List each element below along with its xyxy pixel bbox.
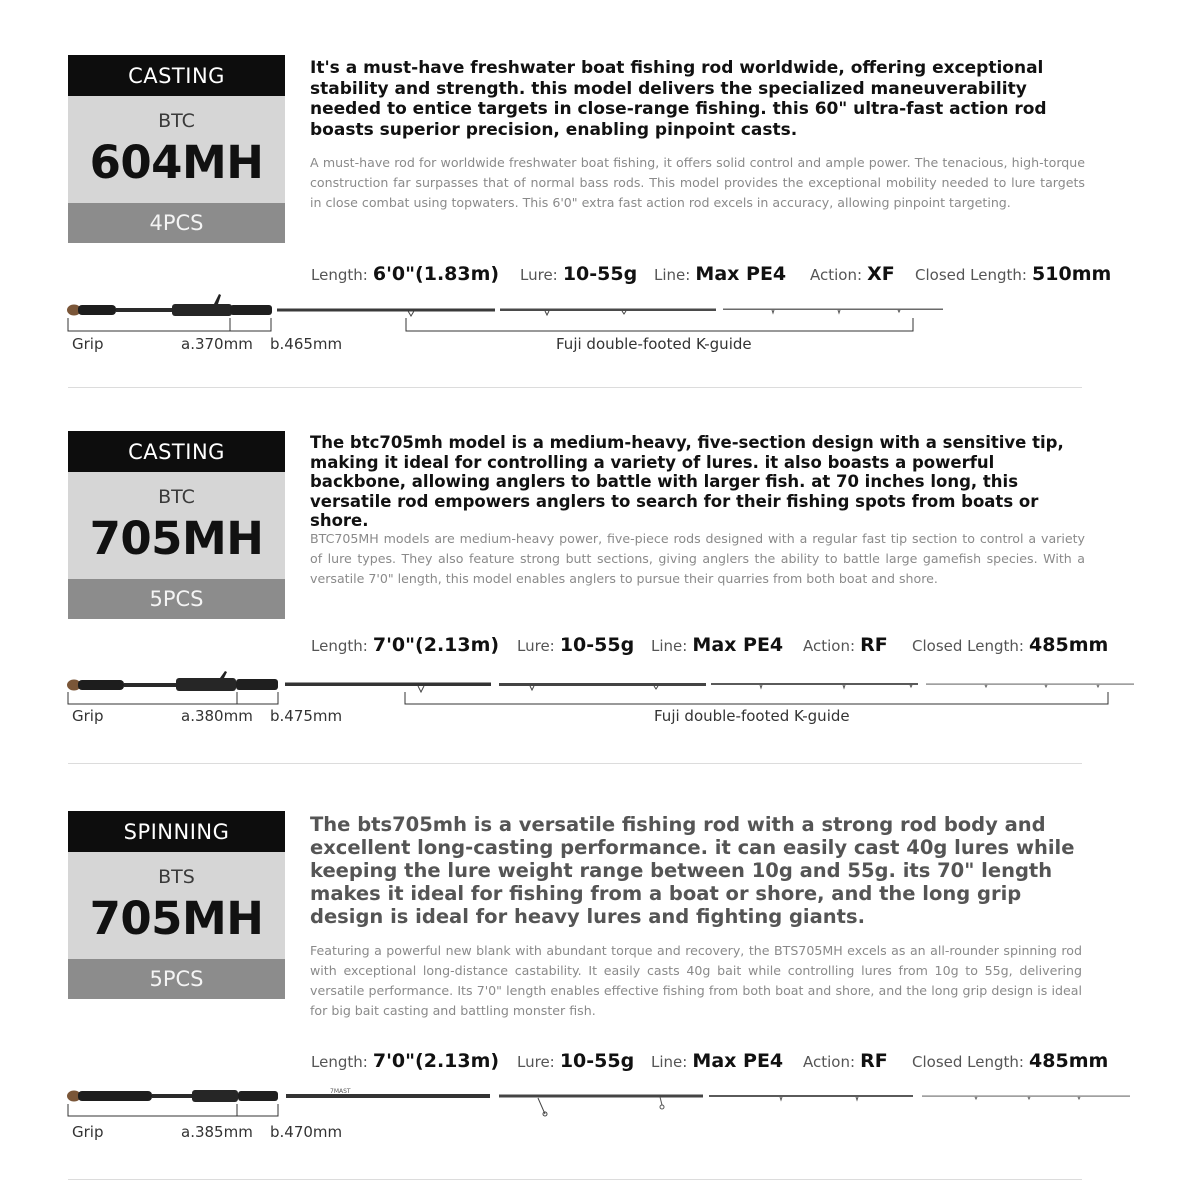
spec-closed-length: Closed Length: 485mm xyxy=(912,1050,1109,1072)
model-badge xyxy=(68,55,285,243)
rod-section-3 xyxy=(500,309,716,312)
spec-length: Length: 6'0"(1.83m) xyxy=(311,263,500,285)
spec-lure: Lure: 10-55g xyxy=(517,634,635,656)
rear-grip xyxy=(78,1091,152,1101)
blank-butt xyxy=(124,683,180,687)
pieces-label: 5PCS xyxy=(68,579,285,619)
series-label: BTC xyxy=(158,110,195,132)
dimension-a: a.380mm xyxy=(181,707,253,725)
reel-seat xyxy=(172,304,232,316)
headline: The bts705mh is a versatile fishing rod with a strong rod body and excellent long-casting performance. it can easily cast 40g lures while keeping the lure weight range between 10g and 55g. its 70" length makes it ideal for fishing from a boat or shore, and the long grip design is ideal for heavy lures and fighting giants. xyxy=(310,813,1075,928)
rod-diagram xyxy=(0,668,1200,708)
grip-label: Grip xyxy=(72,1123,104,1141)
guide-label: Fuji double-footed K-guide xyxy=(654,707,850,725)
model-panel xyxy=(68,852,285,959)
description: Featuring a powerful new blank with abundant torque and recovery, the BTS705MH excels as an all-rounder spinning rod with exceptional long-distance castability. It easily casts 40g bait while controlling lures from 10g to 55g, delivering versatile performance. Its 7'0" length enables effective fishing from both boat and shore, and the long grip design is ideal for big bait casting and battling monster fish. xyxy=(310,943,1082,1018)
headline: The btc705mh model is a medium-heavy, five-section design with a sensitive tip, making it ideal for controlling a variety of lures. it also boasts a powerful backbone, allowing anglers to battle with larger fish. at 70 inches long, this versatile rod empowers anglers to search for their fishing spots from boats or shore. xyxy=(310,433,1064,530)
blank-butt xyxy=(116,308,176,312)
description: A must-have rod for worldwide freshwater boat fishing, it offers solid control and ample power. The tenacious, high-torque construction far surpasses that of normal bass rods. This model provides the exceptional mobility needed to lure targets in close combat using topwaters. This 6'0" extra fast action rod excels in accuracy, allowing pinpoint targeting. xyxy=(310,155,1085,210)
spec-lure: Lure: 10-55g xyxy=(517,1050,635,1072)
rod-section-4 xyxy=(723,309,943,311)
dimension-b: b.475mm xyxy=(270,707,343,725)
blank-logo: 7MAST xyxy=(330,1088,351,1095)
dimension-b: b.470mm xyxy=(270,1123,343,1141)
model-number: 705MH xyxy=(89,512,264,565)
dimension-b: b.465mm xyxy=(270,335,343,353)
spec-length: Length: 7'0"(2.13m) xyxy=(311,1050,500,1072)
rod-section-4 xyxy=(711,683,918,685)
section-divider xyxy=(68,1179,1082,1180)
rod-section-2 xyxy=(277,309,495,312)
guide-label: Fuji double-footed K-guide xyxy=(556,335,752,353)
rear-grip xyxy=(78,305,116,315)
dimension-a: a.385mm xyxy=(181,1123,253,1141)
headline: It's a must-have freshwater boat fishing rod worldwide, offering exceptional stability and strength. this model delivers the specialized maneuverability needed to entice targets in close-range fishing. this 60" ultra-fast action rod boasts superior precision, enabling pinpoint casts. xyxy=(310,58,1047,140)
rod-section-3 xyxy=(499,1095,703,1098)
rod-section-5 xyxy=(926,684,1134,685)
section-divider xyxy=(68,387,1082,388)
series-label: BTC xyxy=(158,486,195,508)
reel-seat xyxy=(192,1090,238,1102)
rod-section-4 xyxy=(709,1095,913,1097)
spec-line: Line: Max PE4 xyxy=(651,1050,784,1072)
grip-label: Grip xyxy=(72,335,104,353)
trigger-icon xyxy=(214,294,221,304)
rear-grip xyxy=(78,680,124,690)
rod-diagram xyxy=(0,1080,1200,1120)
rod-section-5 xyxy=(922,1096,1130,1097)
rod-type-label: CASTING xyxy=(68,431,285,472)
rod-section-2 xyxy=(286,1094,490,1098)
model-number: 705MH xyxy=(89,892,264,945)
spec-length: Length: 7'0"(2.13m) xyxy=(311,634,500,656)
rod-type-label: CASTING xyxy=(68,55,285,96)
rod-diagram xyxy=(0,294,1200,334)
series-label: BTS xyxy=(158,866,195,888)
spec-action: Action: RF xyxy=(803,634,888,656)
model-panel xyxy=(68,472,285,579)
reel-seat xyxy=(176,678,236,691)
fore-grip xyxy=(236,679,278,690)
model-number: 604MH xyxy=(89,136,264,189)
blank-butt xyxy=(152,1094,196,1098)
spec-action: Action: XF xyxy=(810,263,895,285)
rod-type-label: SPINNING xyxy=(68,811,285,852)
model-panel xyxy=(68,96,285,203)
model-badge xyxy=(68,431,285,619)
fore-grip xyxy=(238,1091,278,1101)
spec-closed-length: Closed Length: 510mm xyxy=(915,263,1112,285)
fore-grip xyxy=(230,305,272,315)
trigger-icon xyxy=(220,671,227,678)
spec-lure: Lure: 10-55g xyxy=(520,263,638,285)
rod-section-2 xyxy=(285,683,491,687)
spec-action: Action: RF xyxy=(803,1050,888,1072)
section-divider xyxy=(68,763,1082,764)
grip-label: Grip xyxy=(72,707,104,725)
model-badge xyxy=(68,811,285,999)
pieces-label: 5PCS xyxy=(68,959,285,999)
pieces-label: 4PCS xyxy=(68,203,285,243)
spec-line: Line: Max PE4 xyxy=(651,634,784,656)
spec-line: Line: Max PE4 xyxy=(654,263,787,285)
rod-section-3 xyxy=(499,683,706,686)
dimension-a: a.370mm xyxy=(181,335,253,353)
spec-closed-length: Closed Length: 485mm xyxy=(912,634,1109,656)
description: BTC705MH models are medium-heavy power, five-piece rods designed with a regular fast tip section to control a variety of lure types. They also feature strong butt sections, giving anglers the ability to battle large gamefish species. With a versatile 7'0" length, this model enables anglers to pursue their quarries from both boat and shore. xyxy=(310,531,1085,586)
